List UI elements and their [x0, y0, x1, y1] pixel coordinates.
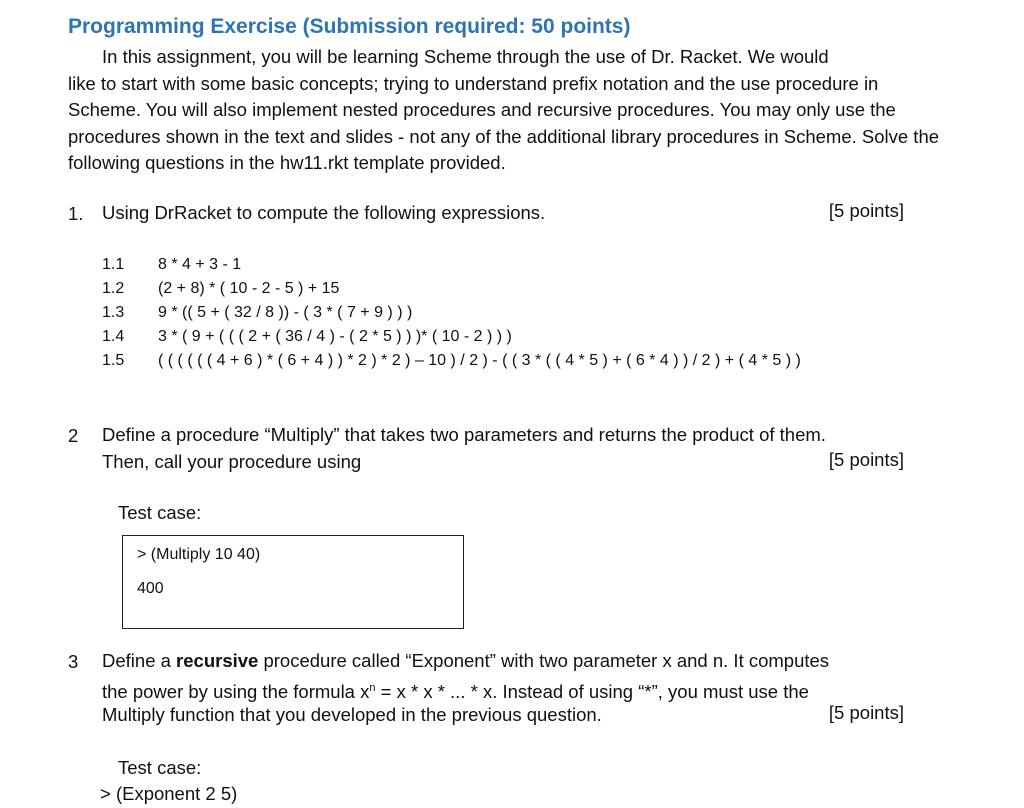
intro-paragraph [68, 44, 948, 177]
item-expression: (2 + 8) * ( 10 - 2 - 5 ) + 15 [158, 280, 340, 297]
q3-line1 [102, 648, 829, 675]
q3-line1-post: procedure called “Exponent” with two parameter x and n. It computes [258, 650, 830, 671]
item-expression: 8 * 4 + 3 - 1 [158, 256, 242, 273]
q3-line1-pre: Define a [102, 650, 177, 671]
item-number: 1.3 [102, 304, 125, 321]
q3-test-label: Test case: [118, 757, 202, 778]
item-number: 1.2 [102, 280, 125, 297]
q1-number: 1. [68, 203, 84, 224]
intro-rest: like to start with some basic concepts; trying to understand prefix notation and the use procedure in Scheme. You will also implement nested procedures and recursive procedures. You may only use the procedures shown in the text and slides - not any of the additional library procedures in Scheme. Solve the following questions in the hw11.rkt template provided. [68, 72, 940, 173]
q3-line2-pre: the power by using the formula x [102, 681, 370, 703]
q2-test-label: Test case: [118, 502, 202, 523]
item-expression: 9 * (( 5 + ( 32 / 8 )) - ( 3 * ( 7 + 9 ) ) ) [158, 304, 413, 321]
q3-line2-post: = x * x * ... * x. Instead of using “*”, you must use the [375, 681, 809, 703]
q2-line2: Then, call your procedure using [102, 451, 362, 472]
q2-test-case-box [122, 535, 464, 629]
page-title: Programming Exercise (Submission required: 50 points) [68, 15, 631, 38]
q1-text: Using DrRacket to compute the following expressions. [102, 202, 546, 223]
q2-number: 2 [68, 425, 79, 446]
item-expression: ( ( ( ( ( ( 4 + 6 ) * ( 6 + 4 ) ) * 2 ) * 2 ) – 10 ) / 2 ) - ( ( 3 * ( ( 4 * 5 ) + ( 6 * 4 ) ) / 2 ) + ( 4 * 5 ) ) [158, 352, 801, 369]
q2-line1: Define a procedure “Multiply” that takes two parameters and returns the product of them. [102, 424, 826, 445]
q3-number: 3 [68, 651, 79, 672]
q3-line1-bold: recursive [176, 650, 259, 671]
intro-first-line: In this assignment, you will be learning Scheme through the use of Dr. Racket. We would [102, 46, 829, 67]
q3-test-input: > (Exponent 2 5) [100, 783, 238, 804]
q2-test-output: 400 [137, 580, 164, 597]
q3-line3: Multiply function that you developed in the previous question. [102, 704, 602, 725]
q1-expression-list [102, 256, 922, 376]
q2-points: [5 points] [828, 449, 904, 470]
item-number: 1.5 [102, 352, 125, 369]
q2-test-input: > (Multiply 10 40) [137, 546, 261, 563]
q3-line2-superscript: n [369, 682, 376, 694]
item-number: 1.1 [102, 256, 125, 273]
item-expression: 3 * ( 9 + ( ( ( 2 + ( 36 / 4 ) - ( 2 * 5 ) ) )* ( 10 - 2 ) ) ) [158, 328, 512, 345]
q3-points: [5 points] [828, 702, 904, 723]
item-number: 1.4 [102, 328, 125, 345]
q1-points: [5 points] [828, 200, 904, 221]
